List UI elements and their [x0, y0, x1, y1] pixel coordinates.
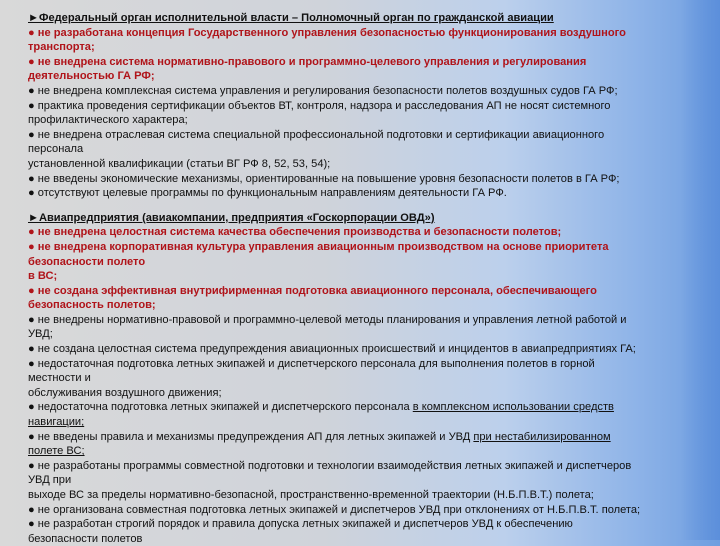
bullet-line: транспорта;: [28, 41, 95, 54]
bullet-line: установленной квалификации (статьи ВГ РФ 8, 52, 53, 54);: [28, 157, 331, 170]
bullet-line: ● не внедрена целостная система качества обеспечения производства и безопасности полетов;: [28, 226, 562, 239]
bullet-line: ● не разработана концепция Государственного управления безопасностью функционирования воздушного: [28, 26, 626, 39]
bullet-line: ● не организована совместная подготовка летных экипажей и диспетчеров УВД при отклонениях от Н.Б.П.В.Т. полета;: [28, 503, 641, 516]
underlined-text: полете ВС;: [28, 445, 85, 458]
bullet-line: [28, 400, 694, 415]
bullet-line: выходе ВС за пределы нормативно-безопасной, пространственно-временной траектории (Н.Б.П.В.Т.) полета;: [28, 489, 594, 501]
bullet-line: персонала: [28, 143, 84, 156]
bullet-line: ● не внедрена система нормативно-правового и программно-целевого управления и регулирования: [28, 55, 587, 68]
bullet-line: ● не создана эффективная внутрифирменная подготовка авиационного персонала, обеспечивающего: [28, 284, 597, 297]
section-heading-federal: ►Федеральный орган исполнительной власти – Полномочный орган по гражданской авиации: [28, 12, 554, 24]
bullet-line: ● не внедрена отраслевая система специальной профессиональной подготовки и сертификации авиационного: [28, 128, 605, 141]
bullet-line: местности и: [28, 372, 91, 385]
bullet-line: ● не создана целостная система предупреждения авиационных происшествий и инцидентов в авиапредприятиях ГА;: [28, 343, 636, 356]
section-gap: [28, 201, 694, 211]
bullet-line: ● не внедрена комплексная система управления и регулирования безопасности полетов воздушных судов ГА РФ;: [28, 84, 618, 97]
bullet-line: ● не разработаны программы совместной подготовки и технологии взаимодействия летных экипажей и диспетчеров: [28, 459, 632, 472]
bullet-line: ● отсутствуют целевые программы по функциональным направлениям деятельности ГА РФ.: [28, 187, 507, 200]
bullet-line: ● практика проведения сертификации объектов ВТ, контроля, надзора и расследования АП не носят системного: [28, 99, 611, 112]
bullet-line: ● не внедрена корпоративная культура управления авиационным производством на основе приоритета: [28, 240, 609, 253]
bullet-line: деятельностью ГА РФ;: [28, 70, 155, 83]
bullet-line: [28, 444, 694, 459]
bullet-line: безопасность полетов;: [28, 299, 156, 312]
bullet-line: ● не внедрены нормативно-правовой и программно-целевой методы планирования и управления летной работой и: [28, 313, 627, 326]
bullet-line: ● не введены экономические механизмы, ориентированные на повышение уровня безопасности полетов в ГА РФ;: [28, 172, 620, 185]
bullet-line: профилактического характера;: [28, 114, 188, 127]
bullet-line: УВД;: [28, 328, 53, 341]
slide-content: [28, 11, 694, 546]
bullet-text: ● недостаточна подготовка летных экипажей и диспетчерского персонала: [28, 401, 413, 414]
bullet-line: обслуживания воздушного движения;: [28, 386, 222, 399]
bullet-line: УВД при: [28, 474, 72, 487]
bullet-line: [28, 415, 694, 430]
bullet-text: ● не введены правила и механизмы предупреждения АП для летных экипажей и УВД: [28, 430, 474, 443]
bullet-line: ● не разработан строгий порядок и правила допуска летных экипажей и диспетчеров УВД к обеспечению: [28, 518, 573, 531]
underlined-text: навигации;: [28, 416, 85, 429]
bullet-line: [28, 430, 694, 445]
bullet-line: ● недостаточная подготовка летных экипажей и диспетчерского персонала для выполнения полетов в горной: [28, 357, 595, 370]
section-heading-airlines: ►Авиапредприятия (авиакомпании, предприятия «Госкорпорации ОВД»): [28, 211, 435, 224]
underlined-text: при нестабилизированном: [473, 430, 611, 443]
bullet-line: в ВС;: [28, 270, 58, 283]
bullet-line: безопасности полетов: [28, 532, 143, 545]
bullet-line: безопасности полето: [28, 255, 146, 268]
underlined-text: в комплексном использовании средств: [412, 401, 614, 414]
